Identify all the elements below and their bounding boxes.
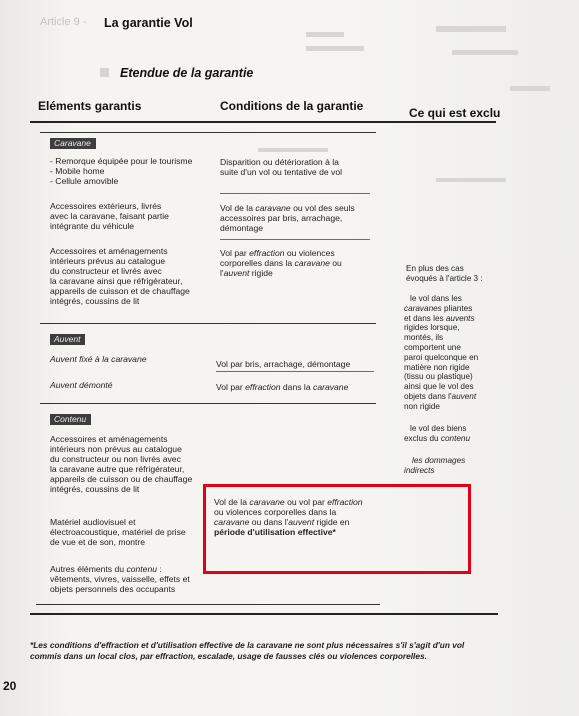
bottom-rule-thick [30, 613, 498, 615]
page-number: 20 [3, 679, 17, 693]
col-head-conditions: Conditions de la garantie [220, 99, 364, 113]
caravane-items [50, 156, 192, 186]
contenu-acc: Accessoires et aménagements intérieurs non prévus au catalogue du constructeur ou non livrés avec la caravane autre que réfrigérateur, appareils de cuisson ou de chauffage intégrés, coussins de lit [50, 434, 193, 494]
caravane-acc-int: Accessoires et aménagements intérieurs prévus au catalogue du constructeur et livrés avec la caravane ainsi que réfrigérateur, appareils de cuisson et de chauffage intégrés, coussins de lit [50, 246, 190, 306]
bleed-mark [436, 26, 506, 32]
tag-contenu: Contenu [50, 414, 91, 425]
section-rule [40, 132, 376, 133]
bleed-mark [436, 178, 506, 182]
contenu-materiel: Matériel audiovisuel et électroacoustique, matériel de prise de vue et de son, montre [50, 517, 186, 547]
header-rule [30, 121, 496, 123]
row-rule [220, 193, 370, 194]
exclu-p2: le vol des biens exclus du contenu [404, 424, 471, 443]
bleed-mark [510, 86, 550, 91]
caravane-cond-1: Disparition ou détérioration à la suite d'un vol ou tentative de vol [220, 157, 343, 177]
footnote: *Les conditions d'effraction et d'utilisation effective de la caravane ne sont plus nécessaires s'il s'agit d'un vol commis dans un local clos, par effraction, escalade, usage de fausses clés ou violences corporelles. [30, 640, 465, 661]
exclu-intro: En plus des cas évoqués à l'article 3 : [406, 264, 483, 283]
bottom-rule [36, 604, 380, 605]
exclu-p1: le vol dans les caravanes pliantes et dans les auvents rigides lorsque, montés, ils comportent une paroi quelconque en matière non rigide (tissu ou plastique) ainsi que le vol des objets dans l'auvent non rigide [404, 294, 479, 411]
row-rule [216, 371, 374, 372]
list-item: - Cellule amovible [50, 176, 192, 186]
col-head-exclu: Ce qui est exclu [409, 106, 501, 120]
bleed-mark [306, 32, 344, 37]
bleed-mark [258, 148, 328, 152]
caravane-cond-2: Vol de la caravane ou vol des seuls accessoires par bris, arrachage, démontage [220, 203, 355, 233]
article-label: Article 9 - [40, 16, 87, 28]
auvent-fixe: Auvent fixé à la caravane [50, 354, 147, 364]
bleed-mark [452, 50, 518, 55]
contenu-autres: Autres éléments du contenu : vêtements, vivres, vaisselle, effets et objets personnels des occupants [50, 564, 190, 594]
caravane-cond-3: Vol par effraction ou violences corporelles dans la caravane ou l'auvent rigide [220, 248, 342, 278]
tag-auvent: Auvent [50, 334, 85, 345]
list-item: - Remorque équipée pour le tourisme [50, 156, 192, 166]
exclu-p3: les dommages indirects [404, 456, 466, 475]
row-rule [220, 239, 370, 240]
section-rule [40, 403, 376, 404]
bleed-mark [306, 46, 364, 51]
auvent-demonte-cond: Vol par effraction dans la caravane [216, 382, 349, 392]
col-head-garantis: Eléments garantis [38, 99, 142, 113]
section-square-icon [100, 68, 109, 77]
caravane-acc-ext: Accessoires extérieurs, livrés avec la caravane, faisant partie intégrante du véhicule [50, 201, 169, 231]
article-title: La garantie Vol [104, 16, 193, 30]
contenu-cond: Vol de la caravane ou vol par effraction ou violences corporelles dans la caravane ou dans l'auvent rigide en période d'utilisation effective* [214, 497, 363, 537]
list-item: - Mobile home [50, 166, 192, 176]
auvent-fixe-cond: Vol par bris, arrachage, démontage [216, 359, 351, 369]
section-title: Etendue de la garantie [120, 66, 254, 80]
auvent-demonte: Auvent démonté [50, 380, 113, 390]
section-rule [40, 323, 376, 324]
highlight-box [203, 484, 471, 574]
tag-caravane: Caravane [50, 138, 96, 149]
